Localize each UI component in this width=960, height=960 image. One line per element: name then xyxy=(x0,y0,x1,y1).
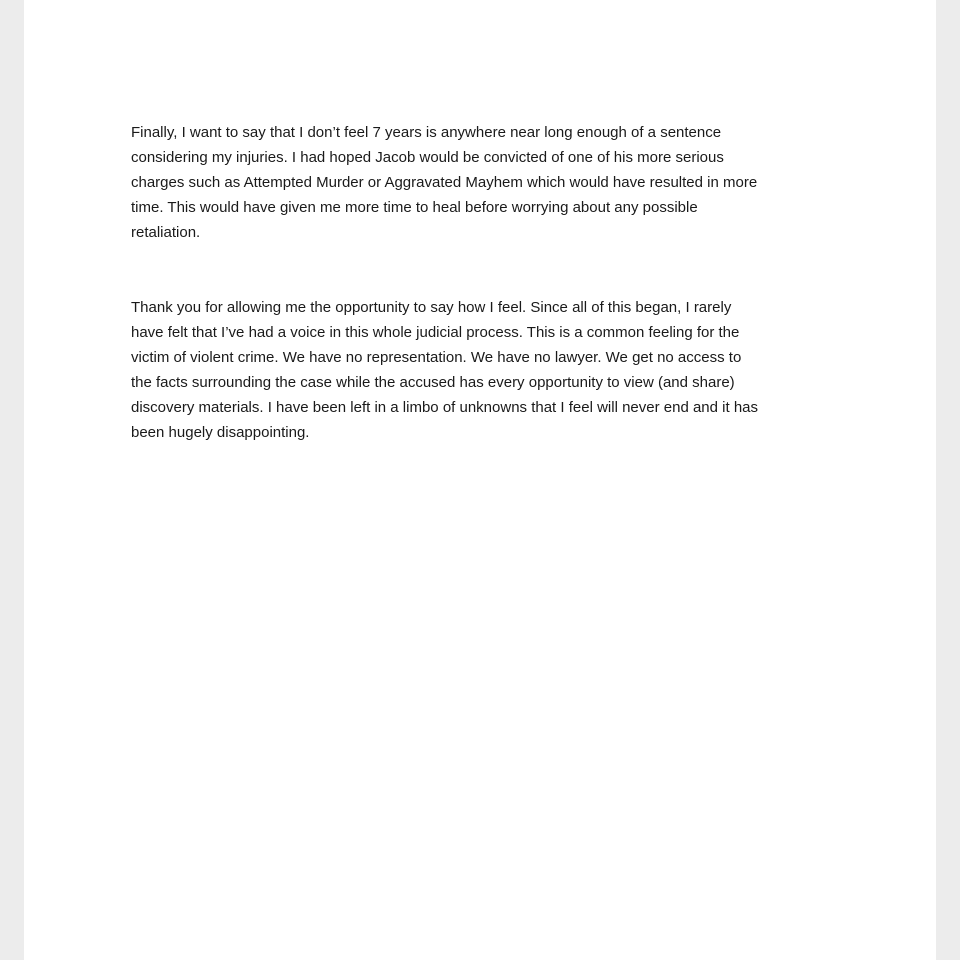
text-line: Thank you for allowing me the opportunity to say how I feel. Since all of this began, I rarely xyxy=(131,299,732,316)
text-line: charges such as Attempted Murder or Aggravated Mayhem which would have resulted in more xyxy=(131,174,758,191)
text-line: retaliation. xyxy=(131,224,201,241)
paragraph-closing-statement xyxy=(131,295,851,445)
text-line: victim of violent crime. We have no representation. We have no lawyer. We get no access to xyxy=(131,349,742,366)
text-line: have felt that I’ve had a voice in this whole judicial process. This is a common feeling for the xyxy=(131,324,740,341)
text-line: the facts surrounding the case while the accused has every opportunity to view (and share) xyxy=(131,374,735,391)
text-line: time. This would have given me more time to heal before worrying about any possible xyxy=(131,199,698,216)
paragraph-sentence-concern xyxy=(131,120,851,245)
text-line: Finally, I want to say that I don’t feel 7 years is anywhere near long enough of a sentence xyxy=(131,124,722,141)
text-line: considering my injuries. I had hoped Jacob would be convicted of one of his more serious xyxy=(131,149,724,166)
document-page xyxy=(24,0,936,960)
text-line: been hugely disappointing. xyxy=(131,424,310,441)
text-line: discovery materials. I have been left in a limbo of unknowns that I feel will never end and it has xyxy=(131,399,759,416)
